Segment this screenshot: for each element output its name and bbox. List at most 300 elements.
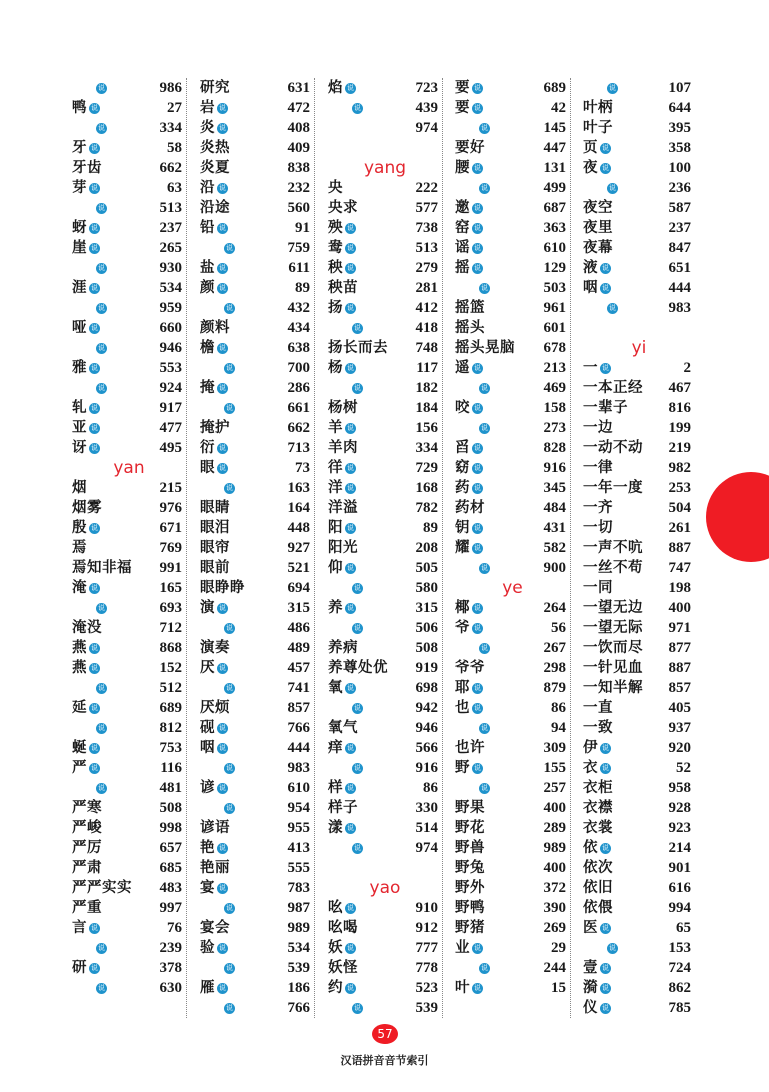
entry-page-number: 213 [543,360,566,376]
entry-page-number: 457 [287,660,310,676]
entry-word: 严寒 [72,799,102,816]
entry-label [200,518,230,538]
entry-page-number: 439 [415,100,438,116]
entry-page-number: 489 [287,640,310,656]
entry-page-number: 208 [415,540,438,556]
index-entry [200,718,314,738]
entry-word: 养 [328,599,343,616]
index-entry [72,258,186,278]
entry-word: 妖 [328,939,343,956]
entry-page-number: 499 [543,180,566,196]
entry-type-marker-icon: 说 [347,563,354,572]
entry-page-number: 315 [415,600,438,616]
entry-word: 一 [583,359,598,376]
entry-type-marker-icon: 说 [474,943,481,952]
entry-label [72,783,107,794]
entry-page-number: 631 [287,80,310,96]
entry-label [72,658,100,678]
entry-label [455,358,483,378]
entry-word: 妖怪 [328,959,358,976]
entry-word: 颜料 [200,319,230,336]
entry-page-number: 919 [415,660,438,676]
entry-page-number: 215 [159,480,182,496]
entry-label [72,898,102,918]
index-entry [328,398,442,418]
entry-type-marker-icon: 说 [354,1003,361,1012]
entry-label [328,398,358,418]
entry-type-marker-icon: 说 [91,923,98,932]
entry-label [455,438,483,458]
entry-type-marker-icon: 说 [226,243,233,252]
entry-type-marker-icon: 说 [347,743,354,752]
entry-word: 亚 [72,419,87,436]
entry-label [583,478,643,498]
entry-type-marker-icon: 说 [347,363,354,372]
entry-page-number: 486 [287,620,310,636]
entry-word: 烟雾 [72,499,102,516]
entry-word: 伊 [583,739,598,756]
entry-page-number: 257 [543,780,566,796]
entry-type-marker-icon: 说 [347,783,354,792]
index-entry [583,438,695,458]
index-entry [455,218,570,238]
index-entry [328,538,442,558]
entry-page-number: 467 [668,380,691,396]
index-entry [455,878,570,898]
entry-word: 研 [72,959,87,976]
index-entry [455,698,570,718]
entry-page-number: 916 [543,460,566,476]
entry-label [583,598,643,618]
index-entry [72,698,186,718]
index-entry [72,318,186,338]
entry-type-marker-icon: 说 [481,123,488,132]
entry-type-marker-icon: 说 [609,183,616,192]
entry-word: 艳 [200,839,215,856]
entry-label [328,298,356,318]
index-entry [455,98,570,118]
entry-page-number: 662 [287,420,310,436]
entry-label [200,803,235,814]
entry-label [200,818,230,838]
entry-type-marker-icon: 说 [91,363,98,372]
index-column-3 [328,78,443,1018]
entry-label [72,558,132,578]
entry-type-marker-icon: 说 [347,463,354,472]
entry-type-marker-icon: 说 [347,823,354,832]
entry-label [328,738,356,758]
index-entry [455,458,570,478]
index-entry [328,918,442,938]
entry-page-number: 405 [668,700,691,716]
index-entry [72,378,186,398]
index-entry [200,678,314,698]
index-entry [72,898,186,918]
entry-page-number: 2 [683,360,691,376]
index-entry [72,578,186,598]
entry-label [455,898,485,918]
entry-label [328,383,363,394]
index-entry [455,298,570,318]
entry-label [72,958,100,978]
entry-page-number: 928 [668,800,691,816]
index-entry [200,898,314,918]
index-entry [583,838,695,858]
entry-page-number: 165 [159,580,182,596]
entry-type-marker-icon: 说 [91,443,98,452]
entry-type-marker-icon: 说 [602,363,609,372]
entry-page-number: 946 [159,340,182,356]
entry-label [455,283,490,294]
entry-type-marker-icon: 说 [481,283,488,292]
entry-type-marker-icon: 说 [481,183,488,192]
entry-word: 邀 [455,199,470,216]
entry-label [72,358,100,378]
index-entry [583,698,695,718]
entry-word: 言 [72,919,87,936]
entry-type-marker-icon: 说 [347,683,354,692]
entry-page-number: 534 [287,940,310,956]
entry-type-marker-icon: 说 [474,543,481,552]
entry-type-marker-icon: 说 [347,603,354,612]
entry-label [328,978,356,998]
entry-word: 野外 [455,879,485,896]
entry-type-marker-icon: 说 [354,103,361,112]
entry-word: 央 [328,179,343,196]
entry-label [328,538,358,558]
index-entry [200,558,314,578]
index-entry [200,438,314,458]
entry-type-marker-icon: 说 [98,343,105,352]
entry-label [583,398,628,418]
index-entry [455,898,570,918]
entry-label [583,698,613,718]
entry-word: 摇篮 [455,299,485,316]
index-entry [328,558,442,578]
entry-word: 芽 [72,179,87,196]
entry-type-marker-icon: 说 [602,843,609,852]
entry-page-number: 910 [415,900,438,916]
entry-page-number: 582 [543,540,566,556]
index-entry [455,498,570,518]
index-entry [72,198,186,218]
entry-label [72,758,100,778]
entry-label [72,578,100,598]
entry-page-number: 244 [543,960,566,976]
entry-label [583,198,613,218]
entry-word: 野鸭 [455,899,485,916]
entry-page-number: 432 [287,300,310,316]
entry-word: 鸯 [328,239,343,256]
entry-page-number: 847 [668,240,691,256]
entry-label [328,658,388,678]
entry-page-number: 741 [287,680,310,696]
entry-page-number: 182 [415,380,438,396]
entry-type-marker-icon: 说 [347,423,354,432]
index-entry [583,538,695,558]
entry-label [455,538,483,558]
entry-label [328,623,363,634]
entry-type-marker-icon: 说 [219,123,226,132]
entry-label [200,598,228,618]
index-entry [200,78,314,98]
entry-word: 沿途 [200,199,230,216]
entry-page-number: 877 [668,640,691,656]
entry-type-marker-icon: 说 [91,703,98,712]
entry-type-marker-icon: 说 [91,763,98,772]
entry-type-marker-icon: 说 [602,963,609,972]
entry-word: 崖 [72,239,87,256]
entry-word: 痒 [328,739,343,756]
entry-label [72,498,102,518]
entry-type-marker-icon: 说 [219,463,226,472]
entry-page-number: 816 [668,400,691,416]
entry-type-marker-icon: 说 [219,103,226,112]
pinyin-section-heading: yan [113,458,145,478]
entry-word: 一年一度 [583,479,643,496]
index-entry [583,618,695,638]
entry-word: 仰 [328,559,343,576]
entry-label [200,138,230,158]
entry-type-marker-icon: 说 [474,623,481,632]
index-entry [328,718,442,738]
entry-type-marker-icon: 说 [219,983,226,992]
entry-word: 严厉 [72,839,102,856]
entry-word: 研究 [200,79,230,96]
index-entry [583,638,695,658]
entry-page-number: 662 [159,160,182,176]
entry-page-number: 611 [288,260,310,276]
entry-page-number: 959 [159,300,182,316]
index-column-2 [200,78,315,1018]
entry-page-number: 917 [159,400,182,416]
entry-label [583,578,613,598]
entry-type-marker-icon: 说 [347,263,354,272]
entry-page-number: 27 [167,100,182,116]
entry-label [72,818,102,838]
entry-type-marker-icon: 说 [347,983,354,992]
entry-word: 漾 [328,819,343,836]
entry-type-marker-icon: 说 [219,443,226,452]
entry-page-number: 412 [415,300,438,316]
entry-label [200,658,228,678]
entry-label [583,518,613,538]
entry-label [583,778,613,798]
entry-page-number: 378 [159,960,182,976]
index-entry [583,658,695,678]
entry-label [583,98,613,118]
entry-type-marker-icon: 说 [98,83,105,92]
index-entry [72,718,186,738]
index-entry [72,758,186,778]
entry-page-number: 358 [668,140,691,156]
index-entry [72,658,186,678]
entry-type-marker-icon: 说 [481,563,488,572]
entry-label [328,278,358,298]
entry-page-number: 539 [415,1000,438,1016]
entry-page-number: 448 [287,520,310,536]
entry-word: 氧气 [328,719,358,736]
entry-type-marker-icon: 说 [481,783,488,792]
entry-page-number: 434 [287,320,310,336]
entry-label [72,683,107,694]
entry-word: 砚 [200,719,215,736]
entry-label [72,383,107,394]
entry-label [72,798,102,818]
index-entry [328,78,442,98]
entry-word: 谚 [200,779,215,796]
entry-word: 业 [455,939,470,956]
entry-label [200,483,235,494]
entry-page-number: 689 [543,80,566,96]
entry-page-number: 539 [287,960,310,976]
entry-type-marker-icon: 说 [347,943,354,952]
entry-label [328,238,356,258]
entry-label [328,1003,363,1014]
entry-label [455,123,490,134]
index-entry [328,618,442,638]
entry-word: 页 [583,139,598,156]
entry-page-number: 577 [415,200,438,216]
entry-type-marker-icon: 说 [602,923,609,932]
entry-page-number: 777 [415,940,438,956]
entry-word: 严 [72,759,87,776]
index-entry [455,518,570,538]
entry-word: 野兽 [455,839,485,856]
entry-label [72,918,100,938]
entry-page-number: 927 [287,540,310,556]
entry-type-marker-icon: 说 [354,583,361,592]
entry-page-number: 685 [159,860,182,876]
entry-word: 严严实实 [72,879,132,896]
entry-label [72,123,107,134]
entry-type-marker-icon: 说 [481,383,488,392]
entry-word: 衣 [583,759,598,776]
entry-label [583,158,611,178]
entry-page-number: 481 [159,780,182,796]
index-entry [328,218,442,238]
index-entry [583,138,695,158]
entry-word: 演 [200,599,215,616]
entry-label [200,698,230,718]
index-entry [583,178,695,198]
entry-page-number: 508 [415,640,438,656]
entry-type-marker-icon: 说 [98,603,105,612]
entry-page-number: 484 [543,500,566,516]
index-entry [72,738,186,758]
entry-label [328,458,356,478]
entry-type-marker-icon: 说 [226,303,233,312]
entry-page-number: 916 [415,760,438,776]
index-entry [455,158,570,178]
index-entry [455,138,570,158]
entry-page-number: 983 [668,300,691,316]
index-entry [583,598,695,618]
entry-label [455,98,483,118]
entry-type-marker-icon: 说 [219,743,226,752]
entry-label [328,78,356,98]
entry-label [200,878,228,898]
entry-type-marker-icon: 说 [98,983,105,992]
entry-page-number: 91 [295,220,310,236]
entry-label [455,298,485,318]
entry-label [328,703,363,714]
index-entry [200,418,314,438]
entry-type-marker-icon: 说 [474,203,481,212]
entry-page-number: 214 [668,840,691,856]
entry-type-marker-icon: 说 [347,903,354,912]
entry-page-number: 661 [287,400,310,416]
index-entry [200,738,314,758]
entry-word: 眼帘 [200,539,230,556]
index-entry [583,978,695,998]
entry-type-marker-icon: 说 [91,583,98,592]
entry-word: 一望无际 [583,619,643,636]
entry-word: 宴会 [200,919,230,936]
index-entry [72,978,186,998]
entry-page-number: 42 [551,100,566,116]
entry-page-number: 73 [295,460,310,476]
entry-label [72,318,100,338]
entry-word: 雁 [200,979,215,996]
index-entry [455,618,570,638]
entry-type-marker-icon: 说 [602,283,609,292]
entry-label [200,638,230,658]
entry-type-marker-icon: 说 [602,1003,609,1012]
entry-type-marker-icon: 说 [91,663,98,672]
index-entry [455,738,570,758]
entry-page-number: 156 [415,420,438,436]
entry-label [583,998,611,1018]
entry-page-number: 261 [668,520,691,536]
entry-label [583,378,643,398]
entry-label [328,763,363,774]
entry-page-number: 100 [668,160,691,176]
index-entry [328,898,442,918]
entry-label [455,238,483,258]
index-entry [455,118,570,138]
entry-page-number: 222 [415,180,438,196]
entry-word: 徉 [328,459,343,476]
entry-page-number: 400 [668,600,691,616]
index-entry [583,458,695,478]
index-entry [328,998,442,1018]
index-entry [455,598,570,618]
index-entry [328,578,442,598]
entry-word: 艳丽 [200,859,230,876]
entry-page-number: 29 [551,940,566,956]
entry-page-number: 186 [287,980,310,996]
entry-type-marker-icon: 说 [226,483,233,492]
index-entry [72,618,186,638]
entry-type-marker-icon: 说 [481,963,488,972]
entry-page-number: 279 [415,260,438,276]
index-entry [583,298,695,318]
entry-type-marker-icon: 说 [219,183,226,192]
entry-type-marker-icon: 说 [474,363,481,372]
entry-label [200,938,228,958]
entry-word: 扬 [328,299,343,316]
index-entry [328,258,442,278]
index-entry [328,358,442,378]
entry-label [583,238,613,258]
entry-type-marker-icon: 说 [602,163,609,172]
entry-label [200,838,228,858]
entry-label [328,198,358,218]
entry-word: 也许 [455,739,485,756]
entry-page-number: 974 [415,840,438,856]
entry-word: 哑 [72,319,87,336]
